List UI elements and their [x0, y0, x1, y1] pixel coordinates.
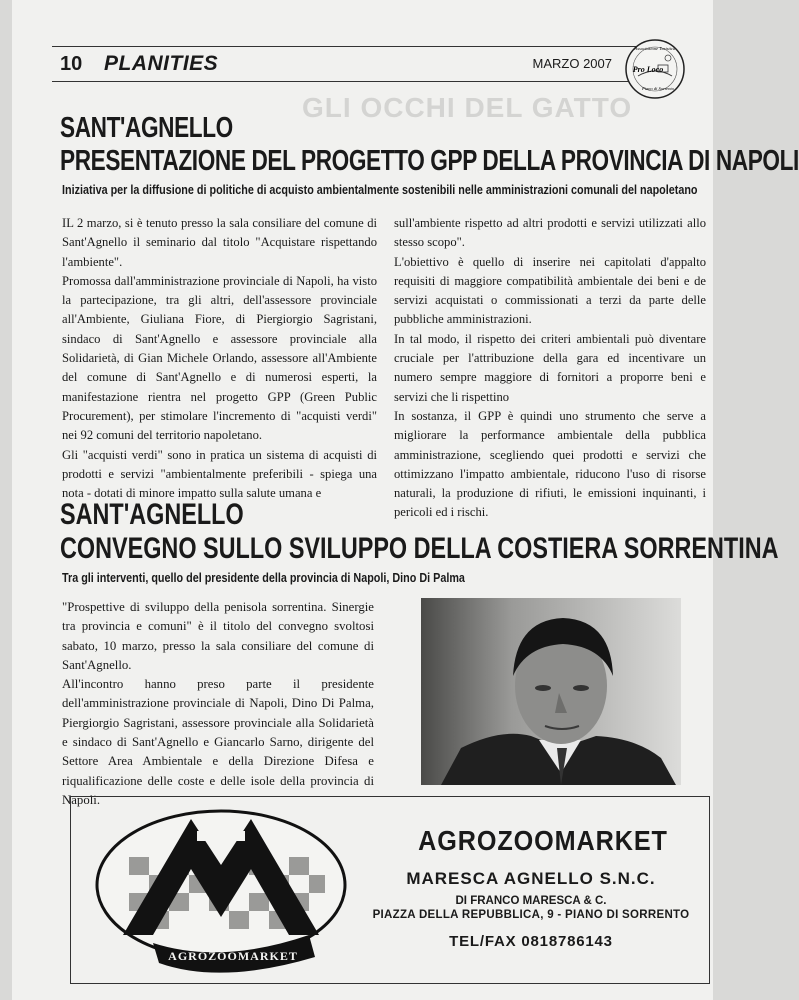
ad-company: MARESCA AGNELLO S.N.C.	[406, 869, 656, 888]
ad-brand-name: AGROZOOMARKET	[418, 825, 668, 856]
article2-headline: CONVEGNO SULLO SVILUPPO DELLA COSTIERA SORRENTINA	[60, 532, 779, 565]
newspaper-page	[12, 0, 799, 1000]
article1-paragraph: IL 2 marzo, si è tenuto presso la sala consiliare del comune di Sant'Agnello il seminario dal titolo "Acquistare rispettando l'ambiente".	[62, 216, 377, 269]
article1-column-2	[394, 214, 706, 523]
article1-column-1	[62, 214, 377, 503]
ad-address: PIAZZA DELLA REPUBBLICA, 9 - PIANO DI SORRENTO	[372, 909, 690, 921]
article2-subtitle: Tra gli interventi, quello del presidente della provincia di Napoli, Dino Di Palma	[62, 570, 465, 585]
article2-paragraph: "Prospettive di sviluppo della penisola sorrentina. Sinergie tra provincia e comuni" è il titolo del convegno svoltosi sabato, 10 marzo, presso la sala consiliare del comune di Sant'Agnello.	[62, 600, 374, 672]
article1-paragraph: In sostanza, il GPP è quindi uno strumento che serve a migliorare la performance ambientale della pubblica amministrazione, scegliendo quei prodotti e servizi che ottimizzano l'impatto ambientale, riducono l'uso di risorse naturali, la produzione di rifiuti, le emissioni inquinanti, i pericoli ed i rischi.	[394, 408, 706, 520]
article1-subtitle: Iniziativa per la diffusione di politiche di acquisto ambientalmente sostenibili nelle amministrazioni comunali del napoletano	[62, 182, 698, 197]
article1-kicker: SANT'AGNELLO	[60, 112, 233, 144]
article1-paragraph: Promossa dall'amministrazione provinciale di Napoli, ha visto la partecipazione, tra gli altri, dell'assessore provinciale all'Ambiente, Giuliana Fiore, di Piergiorgio Sagristani, sindaco di Sant'Agnello e assessore provinciale alla Solidarietà, di Gian Michele Orlando, assessore all'Ambiente del comune di Sant'Agnello e di numerosi esperti, la manifestazione rientra nel progetto GPP (Green Public Procurement), per stimolare l'incremento di "acquisti verdi" nei 92 comuni del territorio napoletano.	[62, 273, 377, 443]
portrait-photo	[421, 598, 681, 785]
page-header	[52, 46, 652, 82]
article2-kicker: SANT'AGNELLO	[60, 498, 244, 531]
article1-paragraph: L'obiettivo è quello di inserire nei capitolati d'appalto requisiti di maggiore compatibilità ambientale dei beni e de servizi acquistati o commissionati a terzi da parte delle pubbliche amministrazioni.	[394, 254, 706, 327]
agrozoomarket-logo-icon	[93, 805, 353, 977]
article2-paragraph: All'incontro hanno preso parte il presidente dell'amministrazione provinciale di Napoli, Dino Di Palma, Piergiorgio Sagristani, assessore provinciale alla Solidarietà e sindaco di Sant'Agnello e Giancarlo Sarno, dirigente del Settore Area Ambientale e della Direzione Difesa e riqualificazione delle coste e delle isole della provincia di Napoli.	[62, 677, 374, 807]
article1-headline: PRESENTAZIONE DEL PROGETTO GPP DELLA PROVINCIA DI NAPOLI	[60, 145, 799, 177]
logo-text-top: Associazione Turistica	[634, 46, 676, 51]
publication-title: PLANITIES	[104, 52, 219, 75]
page-number: 10	[60, 53, 83, 75]
logo-text-main: Pro Loco	[632, 65, 664, 74]
article1-paragraph: Gli "acquisti verdi" sono in pratica un sistema di acquisti di prodotti e servizi "ambientalmente preferibili - spiega una nota - dotati di minore impatto sulla salute umana e	[62, 447, 377, 501]
bleed-through-text: GLI OCCHI DEL GATTO	[302, 92, 633, 123]
logo-band-text: AGROZOOMARKET	[168, 949, 298, 963]
logo-text-bottom: Piano di Sorrento	[641, 86, 675, 91]
issue-date: MARZO 2007	[532, 56, 612, 71]
article1-paragraph: sull'ambiente rispetto ad altri prodotti e servizi utilizzati allo stesso scopo".	[394, 216, 706, 250]
pro-loco-logo-icon	[624, 38, 686, 100]
article1-paragraph: In tal modo, il rispetto dei criteri ambientali può diventare cruciale per l'attribuzione della gara ed incentivare un numero sempre maggiore di fornitori a proporre beni e servizi che li rispettino	[394, 331, 706, 404]
portrait-man-icon	[421, 598, 681, 785]
ad-owner: DI FRANCO MARESCA & C.	[455, 895, 607, 907]
ad-phone: TEL/FAX 0818786143	[449, 933, 613, 950]
article2-body	[62, 598, 374, 810]
advertisement	[70, 796, 710, 984]
